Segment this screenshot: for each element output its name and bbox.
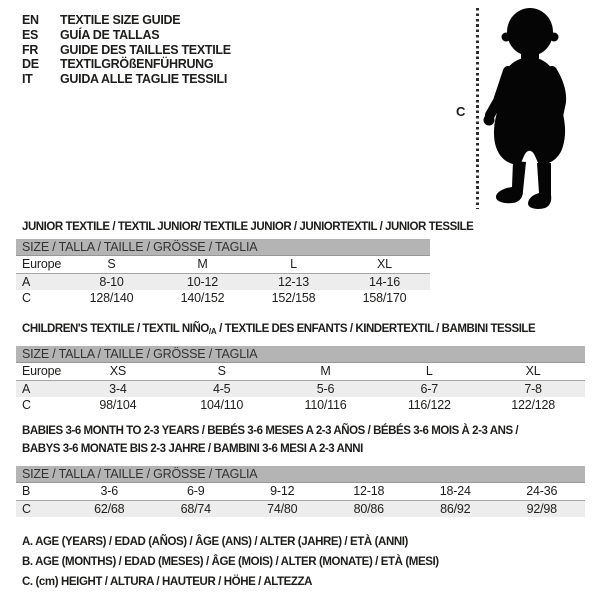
row-cell: 158/170 [362, 291, 407, 305]
row-cell: 4-5 [212, 382, 231, 396]
size-table-header: SIZE / TALLA / TAILLE / GRÖSSE / TAGLIA [16, 466, 585, 483]
row-label: A [22, 382, 31, 396]
section-title-children-pre: CHILDREN'S TEXTILE / TEXTIL NIÑO [22, 323, 209, 335]
table-row-b [16, 483, 585, 500]
section-title-babies-line1: BABIES 3-6 MONTH TO 2-3 YEARS / BEBÉS 3-6 MESES A 2-3 AÑOS / BÉBÉS 3-6 MOIS À 2-3 ANS / [22, 425, 519, 437]
row-label: Europe [22, 364, 62, 378]
language-row-en [22, 13, 231, 28]
row-cell: 3-4 [109, 382, 127, 396]
row-cell: 7-8 [524, 382, 542, 396]
language-title: TEXTILGRÖßENFÜHRUNG [60, 57, 214, 72]
row-cell: 18-24 [439, 484, 471, 498]
language-code: EN [22, 13, 39, 27]
row-cell: 12-18 [353, 484, 385, 498]
row-label: C [22, 398, 31, 412]
language-code: IT [22, 72, 33, 87]
row-label: A [22, 275, 31, 289]
language-code: ES [22, 27, 39, 42]
row-label: Europe [22, 257, 62, 271]
table-row-europe [16, 256, 430, 273]
row-cell: 110/116 [304, 398, 347, 412]
table-row-c [16, 290, 430, 306]
row-cell: L [290, 257, 297, 271]
language-title-list [22, 13, 231, 87]
row-cell: 152/158 [271, 291, 316, 305]
language-row-fr [22, 43, 231, 58]
row-cell: XS [109, 364, 127, 378]
row-cell: 62/68 [94, 502, 125, 516]
language-title: GUÍA DE TALLAS [60, 27, 160, 42]
section-title-babies-line2: BABYS 3-6 MONATE BIS 2-3 JAHRE / BAMBINI 3-6 MESI A 2-3 ANNI [22, 443, 363, 455]
row-cell: 6-9 [187, 484, 205, 498]
size-table-header: SIZE / TALLA / TAILLE / GRÖSSE / TAGLIA [16, 346, 585, 363]
language-title: GUIDA ALLE TAGLIE TESSILI [60, 72, 228, 87]
row-cell: XL [525, 364, 541, 378]
row-cell: 6-7 [420, 382, 439, 396]
baby-silhouette-icon [482, 7, 574, 213]
language-code: FR [22, 42, 39, 57]
row-cell: 9-12 [270, 484, 295, 498]
table-row-a [16, 380, 585, 397]
row-cell: 92/98 [526, 502, 557, 516]
row-cell: 86/92 [440, 502, 471, 516]
row-cell: 98/104 [99, 398, 137, 412]
language-row-it [22, 72, 231, 87]
section-title-junior: JUNIOR TEXTILE / TEXTIL JUNIOR/ TEXTILE JUNIOR / JUNIORTEXTIL / JUNIOR TESSILE [22, 221, 474, 233]
row-label: B [22, 484, 31, 498]
section-title-children-post: / TEXTILE DES ENFANTS / KINDERTEXTIL / BAMBINI TESSILE [216, 323, 536, 335]
row-cell: 68/74 [180, 502, 211, 516]
row-cell: XL [377, 257, 392, 271]
size-table-header: SIZE / TALLA / TAILLE / GRÖSSE / TAGLIA [16, 239, 430, 256]
height-dotted-line [476, 8, 479, 209]
section-title-children-sub: /A [208, 327, 217, 336]
height-measure-label: C [456, 104, 466, 119]
row-cell: 122/128 [511, 398, 555, 412]
row-cell: 140/152 [180, 291, 225, 305]
table-row-c [16, 500, 585, 517]
language-code: DE [22, 57, 39, 72]
section-title-children [22, 323, 535, 336]
language-title: TEXTILE SIZE GUIDE [60, 13, 181, 27]
row-cell: S [217, 364, 226, 378]
row-cell: 24-36 [526, 484, 558, 498]
table-row-a [16, 273, 430, 290]
size-table-junior [16, 239, 430, 306]
row-cell: 8-10 [99, 275, 124, 289]
row-cell: M [197, 257, 208, 271]
row-cell: L [425, 364, 433, 378]
row-cell: 74/80 [267, 502, 298, 516]
language-title: GUIDE DES TAILLES TEXTILE [60, 42, 231, 57]
language-row-de [22, 57, 231, 72]
footnote-c: C. (cm) HEIGHT / ALTURA / HAUTEUR / HÖHE / ALTEZZA [22, 576, 313, 588]
language-row-es [22, 28, 231, 43]
row-cell: 116/122 [407, 398, 451, 412]
row-cell: S [107, 257, 116, 271]
row-cell: 3-6 [100, 484, 118, 498]
row-label: C [22, 502, 31, 516]
footnote-b: B. AGE (MONTHS) / EDAD (MESES) / ÂGE (MOIS) / ALTER (MONATE) / ETÀ (MESI) [22, 556, 439, 568]
row-cell: 14-16 [369, 275, 400, 289]
row-cell: 128/140 [89, 291, 134, 305]
table-row-europe [16, 363, 585, 380]
row-cell: 5-6 [316, 382, 335, 396]
row-cell: M [320, 364, 331, 378]
row-cell: 104/110 [200, 398, 244, 412]
size-table-babies [16, 466, 585, 517]
row-cell: 10-12 [187, 275, 218, 289]
row-cell: 12-13 [278, 275, 309, 289]
size-table-children [16, 346, 585, 413]
table-row-c [16, 397, 585, 413]
footnote-a: A. AGE (YEARS) / EDAD (AÑOS) / ÂGE (ANS) / ALTER (JAHRE) / ETÀ (ANNI) [22, 536, 408, 548]
row-label: C [22, 291, 31, 305]
row-cell: 80/86 [353, 502, 384, 516]
